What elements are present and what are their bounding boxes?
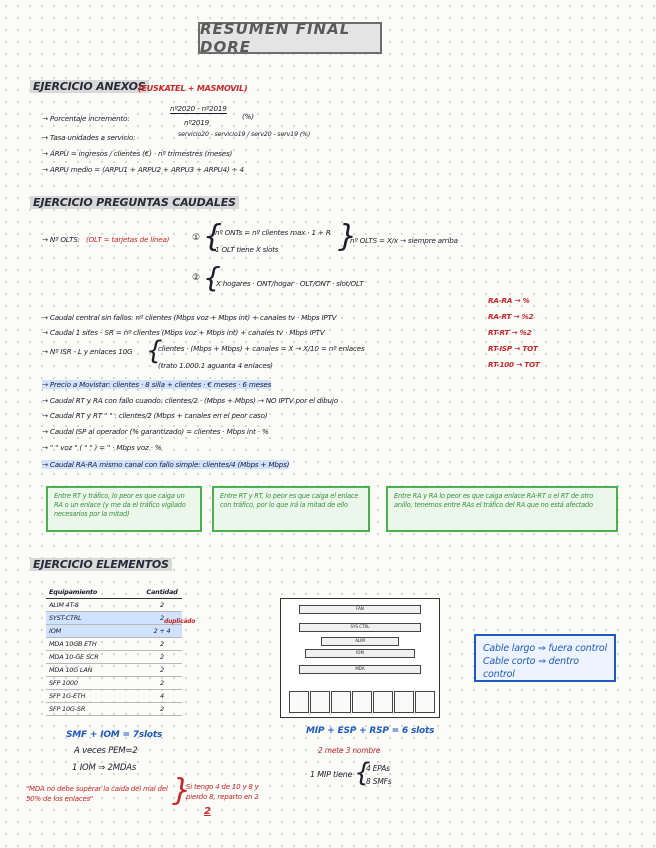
anexos-line-arpu: → ARPU = ingresos / clientes (€) · nº trimestres (meses) — [42, 149, 233, 158]
anexos-fraction-num: nº2020 - nº2019 — [170, 104, 227, 113]
formula-iom-mda: 1 IOM ⇒ 2MDAs — [72, 763, 137, 773]
anexos-heading-note: (EUSKATEL + MASMOVIL) — [138, 84, 248, 93]
brace-icon-4: } — [172, 773, 191, 808]
table-header-row — [46, 586, 182, 599]
chassis-diagram — [280, 598, 440, 718]
table-cell: ALIM 4T-8 — [46, 599, 142, 612]
olts-brace1-line-2: 1 OLT tiene X slots — [215, 245, 279, 254]
table-cell: SFP 10G-SR — [46, 703, 142, 716]
olts-circle-1: ① — [192, 233, 200, 243]
table-row — [46, 651, 182, 664]
caudal-line-1: → Caudal central sin fallos: nº clientes (Mbps voz + Mbps int) + canales tv · Mbps IPTV — [42, 313, 337, 322]
caudal-line-5: → Caudal RT y RA con fallo cuando: clientes/2 · (Mbps + Mbps) → NO IPTV por el dibujo — [42, 396, 338, 405]
table-cell: MDA 10GB ETH — [46, 638, 142, 651]
olts-label: → Nº OLTS: — [42, 235, 80, 244]
brace-close-icon: } — [338, 219, 357, 254]
anexos-fraction-den: nº2019 — [184, 118, 210, 127]
diagram-label-alim: ALIM — [355, 638, 365, 643]
cable-note-line-1: Cable largo ⇒ fuera control — [483, 643, 607, 654]
table-row — [46, 638, 182, 651]
caudal-line-3b: (trato 1.000.1 aguanta 4 enlaces) — [158, 361, 273, 370]
table-header-quantity: Cantidad — [142, 586, 182, 599]
caudal-line-9: → Caudal RA-RA mismo canal con fallo simple: clientes/4 (Mbps + Mbps) — [42, 460, 290, 469]
table-row — [46, 625, 182, 638]
olts-brace1-line-1: nº ONTs = nº clientes max · 1 + R — [215, 228, 331, 237]
diagram-slot — [310, 691, 330, 713]
olts-result: nº OLTS = X/x → siempre arriba — [350, 236, 458, 245]
diagram-slot — [331, 691, 351, 713]
side-note-5: RT-100 → TOT — [488, 360, 540, 369]
table-cell: 2 — [142, 703, 182, 716]
mip-brace-2: 8 SMFs — [366, 777, 392, 786]
brace-icon: { — [203, 219, 222, 254]
diagram-slot — [415, 691, 435, 713]
side-note-1: RA-RA → % — [488, 296, 530, 305]
anexos-line-porcentaje: → Porcentaje incremento: — [42, 114, 130, 123]
side-note-2: RA-RT → %2 — [488, 312, 534, 321]
green-note-3: Entre RA y RA lo peor es que caiga enlace RA-RT o el RT de otro anillo, tenemos entre RAs el tráfico del RA que no está afectado — [386, 486, 618, 532]
caudal-line-3a: clientes · (Mbps + Mbps) + canales = X → X/10 = nº enlaces — [158, 344, 365, 353]
caudal-line-4: → Precio a Movistar: clientes · 8 silla + clientes · € meses · 6 meses — [42, 380, 272, 389]
section-heading-caudales: EJERCICIO PREGUNTAS CAUDALES — [30, 196, 239, 209]
diagram-label-sysctrl: SYS CTRL — [350, 624, 370, 629]
table-row — [46, 690, 182, 703]
red-note-right: Si tengo 4 de 10 y 8 y pierdo 8, reparto en 2 — [186, 783, 259, 801]
table-cell: MDA 10G LAN — [46, 664, 142, 677]
red-note-left: "MDA no debe superar la caída del mal del 50% de los enlaces" — [26, 785, 168, 803]
table-cell: 2 — [142, 599, 182, 612]
table-cell: 2 — [142, 664, 182, 677]
red-note-number: 2 — [204, 806, 211, 817]
brace-icon-3: { — [146, 336, 163, 366]
diagram-label-fan: FAN — [356, 606, 364, 611]
caudal-line-7: → Caudal ISP al operador (% garantizado) = clientes · Mbps int · % — [42, 427, 269, 436]
diagram-label-iom: IOM — [356, 650, 364, 655]
table-cell: SFP 1000 — [46, 677, 142, 690]
table-cell: 2 + 4 — [142, 625, 182, 638]
formula-mip: MIP + ESP + RSP = 6 slots — [306, 726, 435, 736]
formula-pem: A veces PEM=2 — [74, 746, 138, 756]
table-row — [46, 612, 182, 625]
table-cell: 2 — [142, 612, 182, 625]
olts-brace2: X hogares · ONT/hogar · OLT/ONT · slot/OLT — [216, 279, 364, 288]
anexos-line-tasa: → Tasa unidades a servicio: — [42, 133, 136, 142]
cable-note-box — [474, 634, 616, 682]
diagram-slot — [394, 691, 414, 713]
diagram-label-mda-1: MDA — [355, 666, 365, 671]
table-row — [46, 677, 182, 690]
cable-note-line-2: Cable corto ⇒ dentro control — [483, 656, 579, 680]
anexos-percent: (%) — [242, 112, 254, 121]
olts-note: (OLT = tarjetas de línea) — [86, 235, 170, 244]
side-note-4: RT-ISP → TOT — [488, 344, 538, 353]
page-title: RESUMEN FINAL DORE — [198, 22, 382, 54]
formula-mip-tiene: 1 MIP tiene — [310, 770, 353, 779]
formula-smf-iom: SMF + IOM = 7slots — [66, 730, 163, 740]
table-cell: SYST-CTRL — [46, 612, 142, 625]
diagram-slot — [373, 691, 393, 713]
table-cell: 2 — [142, 651, 182, 664]
table-cell: 4 — [142, 690, 182, 703]
brace-icon-5: { — [354, 758, 371, 788]
olts-circle-2: ② — [192, 273, 200, 283]
table-cell: SFP 1G-ETH — [46, 690, 142, 703]
section-heading-elementos: EJERCICIO ELEMENTOS — [30, 558, 172, 571]
anexos-line-tasa-formula: servicio20 - servicio19 / serv20 - serv19 (%) — [178, 130, 311, 138]
formula-mip-sub: 2 mete 3 nombre — [318, 746, 381, 755]
redundant-label: duplicado — [164, 618, 196, 625]
equipment-table — [46, 586, 182, 716]
brace-icon-2: { — [203, 261, 221, 294]
anexos-line-arpu-medio: → ARPU medio = (ARPU1 + ARPU2 + ARPU3 + ARPU4) ÷ 4 — [42, 165, 244, 174]
mip-brace-1: 4 EPAs — [366, 764, 390, 773]
caudal-line-2: → Caudal 1 sites - SR = nº clientes (Mbps voz + Mbps int) + canales tv · Mbps IPTV — [42, 328, 325, 337]
table-header-equipment: Equipamiento — [46, 586, 142, 599]
section-heading-anexos: EJERCICIO ANEXOS — [30, 80, 149, 93]
table-row — [46, 664, 182, 677]
table-row — [46, 703, 182, 716]
table-cell: MDA 10-GE SCR — [46, 651, 142, 664]
caudal-line-3: → Nº ISR - L y enlaces 10G — [42, 347, 133, 356]
table-cell: IOM — [46, 625, 142, 638]
table-cell: 2 — [142, 638, 182, 651]
side-note-3: RT-RT → %2 — [488, 328, 532, 337]
diagram-slot — [289, 691, 309, 713]
table-cell: 2 — [142, 677, 182, 690]
green-note-2: Entre RT y RT, lo peor es que caiga el enlace con tráfico, por lo que irá la mitad de ello — [212, 486, 370, 532]
green-note-1: Entre RT y tráfico, lo peor es que caiga un RA o un enlace (y me da el tráfico vigilado necesarios por la mitad) — [46, 486, 202, 532]
table-row — [46, 599, 182, 612]
diagram-slot — [352, 691, 372, 713]
caudal-line-6: → Caudal RT y RT " " : clientes/2 (Mbps + canales en el peor caso) — [42, 411, 268, 420]
caudal-line-8: → " " voz " ( " " ) = " · Mbps voz · % — [42, 443, 162, 452]
